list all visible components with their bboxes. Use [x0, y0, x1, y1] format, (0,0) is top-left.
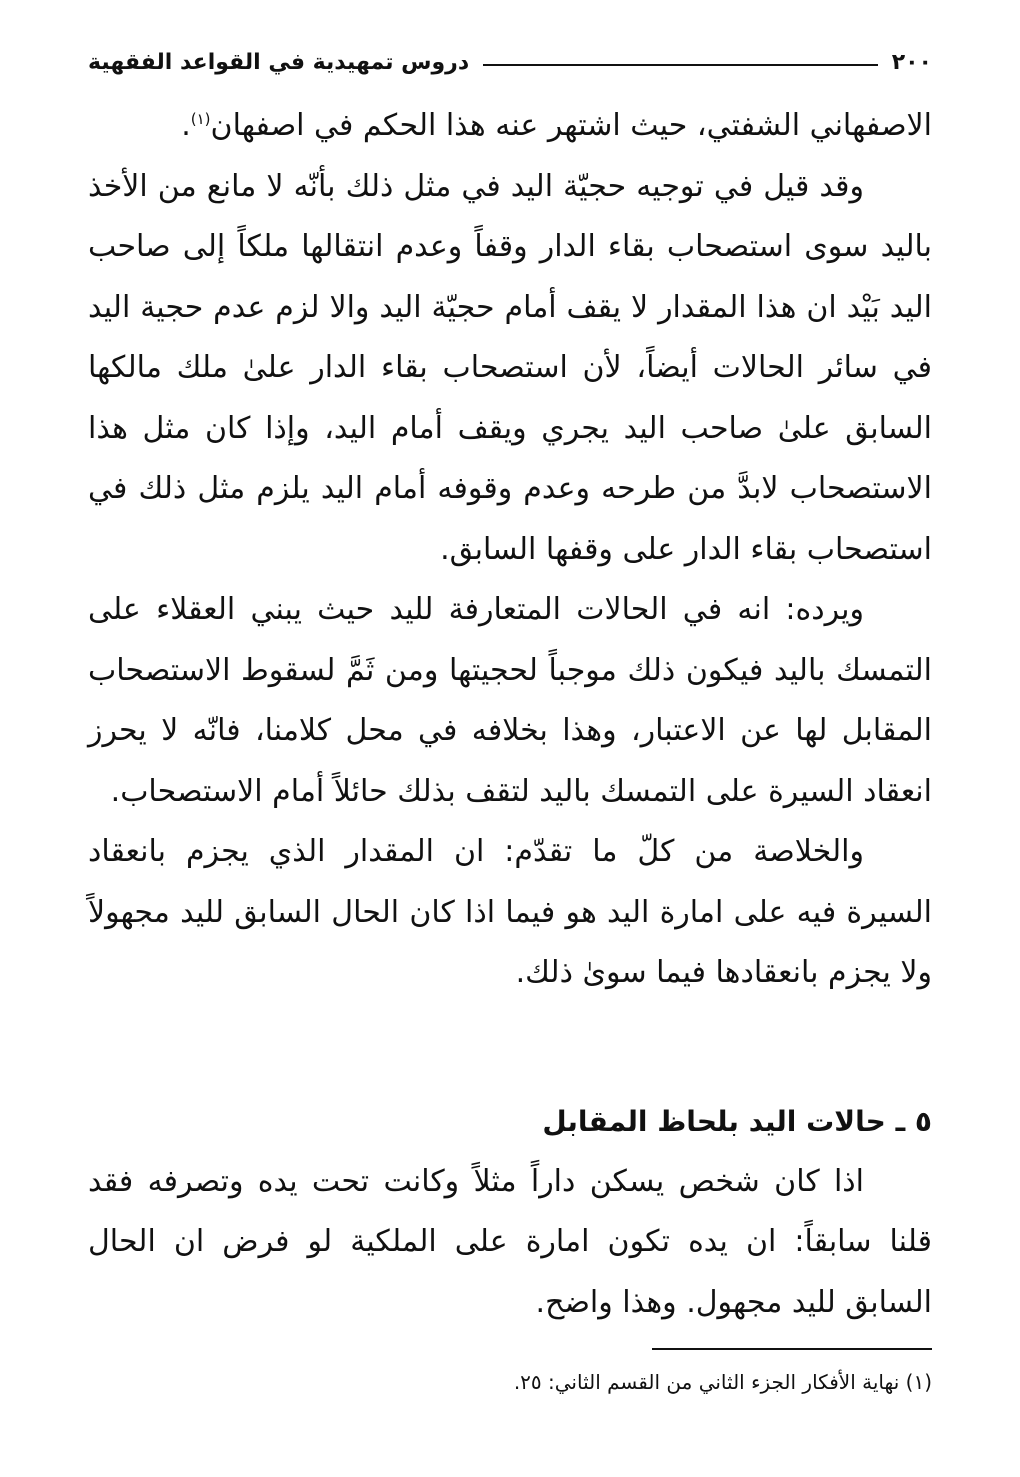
- paragraph-1: [88, 96, 932, 157]
- paragraph-1-text: الاصفهاني الشفتي، حيث اشتهر عنه هذا الحكم في اصفهان: [210, 108, 932, 143]
- section-heading: ٥ ـ حالات اليد بلحاظ المقابل: [542, 1104, 932, 1138]
- book-title: دروس تمهيدية في القواعد الفقهية: [88, 49, 470, 75]
- paragraph-3: ويرده: انه في الحالات المتعارفة لليد حيث يبني العقلاء على التمسك باليد فيكون ذلك موجباً لحجيتها ومن ثَمَّ لسقوط الاستصحاب المقابل لها عن الاعتبار، وهذا بخلافه في محل كلامنا، فانّه لا يحرز انعقاد السيرة على التمسك باليد لتقف بذلك حائلاً أمام الاستصحاب.: [88, 592, 932, 809]
- section-paragraph: اذا كان شخص يسكن داراً مثلاً وكانت تحت يده وتصرفه فقد قلنا سابقاً: ان يده تكون امارة على الملكية لو فرض ان الحال السابق لليد مجهول. وهذا واضح.: [88, 1163, 932, 1320]
- paragraph-4: والخلاصة من كلّ ما تقدّم: ان المقدار الذي يجزم بانعقاد السيرة فيه على امارة اليد هو فيما اذا كان الحال السابق لليد مجهولاً ولا يجزم بانعقادها فيما سوىٰ ذلك.: [88, 834, 932, 990]
- footnote: (١) نهاية الأفكار الجزء الثاني من القسم الثاني: ٢٥.: [513, 1370, 932, 1394]
- paragraph-2: وقد قيل في توجيه حجيّة اليد في مثل ذلك بأنّه لا مانع من الأخذ باليد سوى استصحاب بقاء الدار وقفاً وعدم انتقالها ملكاً إلى صاحب اليد بَيْد ان هذا المقدار لا يقف أمام حجيّة اليد والا لزم عدم حجية اليد في سائر الحالات أيضاً، لأن استصحاب بقاء الدار علىٰ ملك مالكها السابق علىٰ صاحب اليد يجري ويقف أمام اليد، وإذا كان مثل هذا الاستصحاب لابدَّ من طرحه وعدم وقوفه أمام اليد يلزم مثل ذلك في استصحاب بقاء الدار على وقفها السابق.: [88, 168, 932, 567]
- page-number: ٢٠٠: [891, 49, 932, 75]
- running-header: [88, 40, 932, 84]
- footnote-reference: (١): [190, 110, 211, 128]
- footnote-divider: [652, 1348, 932, 1350]
- header-rule: [483, 64, 878, 66]
- body-text: [88, 96, 932, 1333]
- paragraph-1-tail: .: [181, 108, 191, 143]
